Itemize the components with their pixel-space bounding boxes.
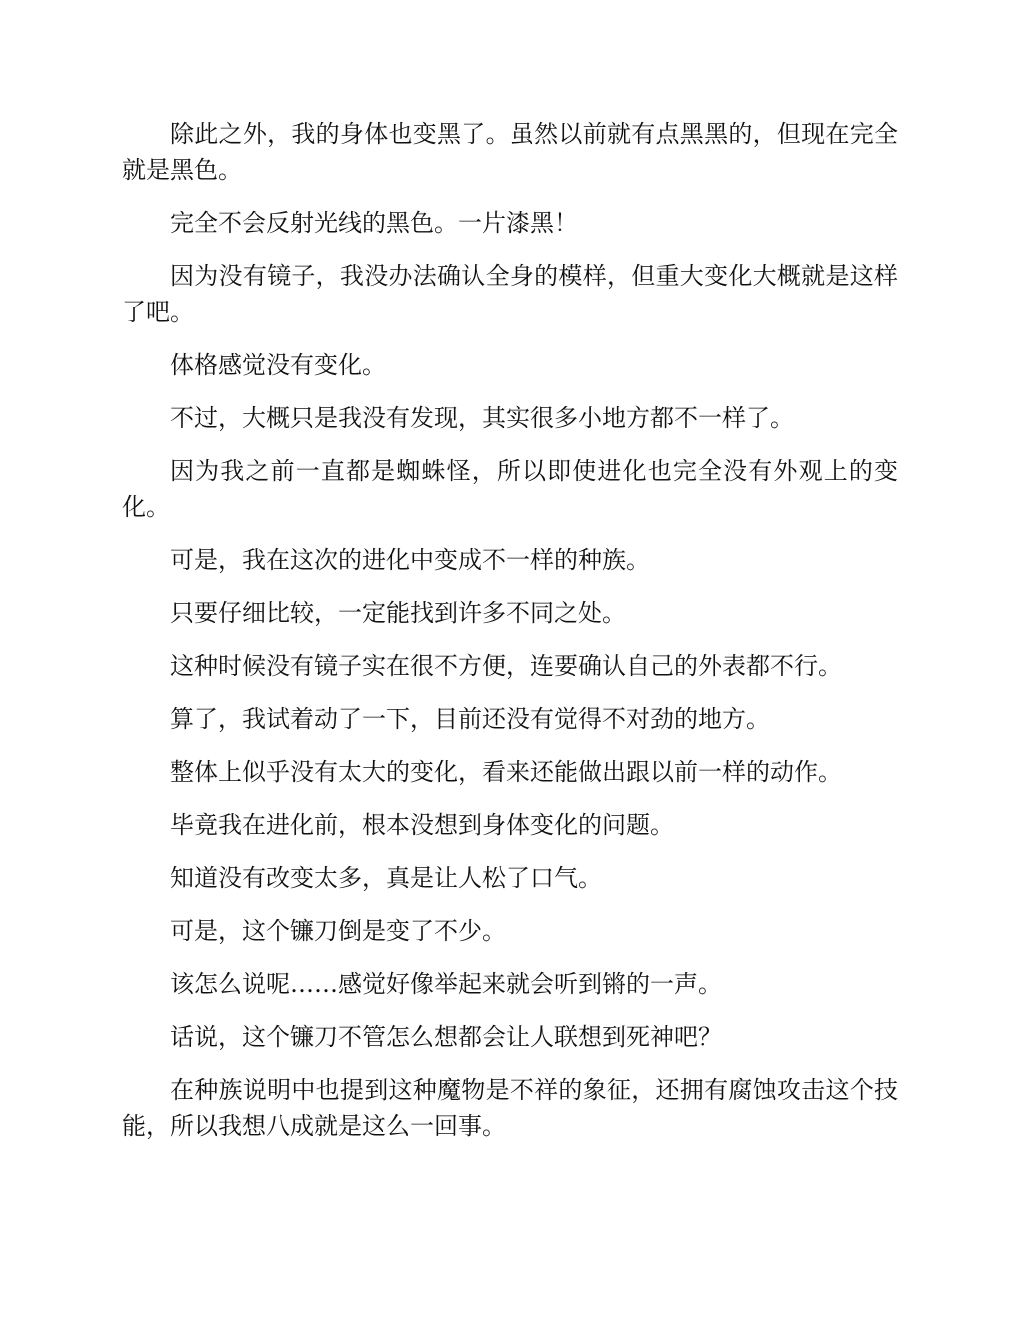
paragraph: 只要仔细比较，一定能找到许多不同之处。 [170, 599, 626, 627]
paragraph: 整体上似乎没有太大的变化，看来还能做出跟以前一样的动作。 [170, 758, 842, 786]
paragraph: 除此之外，我的身体也变黑了。虽然以前就有点黑黑的，但现在完全就是黑色。 [122, 120, 898, 184]
paragraph: 毕竟我在进化前，根本没想到身体变化的问题。 [170, 811, 674, 839]
paragraph: 可是，这个镰刀倒是变了不少。 [170, 917, 506, 945]
paragraph: 完全不会反射光线的黑色。一片漆黑！ [170, 209, 578, 237]
paragraph: 算了，我试着动了一下，目前还没有觉得不对劲的地方。 [170, 705, 770, 733]
paragraph: 不过，大概只是我没有发现，其实很多小地方都不一样了。 [170, 404, 794, 432]
paragraph: 知道没有改变太多，真是让人松了口气。 [170, 864, 602, 892]
paragraph: 话说，这个镰刀不管怎么想都会让人联想到死神吧？ [170, 1023, 722, 1051]
paragraph: 这种时候没有镜子实在很不方便，连要确认自己的外表都不行。 [170, 652, 842, 680]
paragraph: 该怎么说呢……感觉好像举起来就会听到锵的一声。 [170, 970, 722, 998]
paragraph: 因为没有镜子，我没办法确认全身的模样，但重大变化大概就是这样了吧。 [122, 262, 898, 326]
paragraph: 在种族说明中也提到这种魔物是不祥的象征，还拥有腐蚀攻击这个技能，所以我想八成就是这么一回事。 [122, 1076, 898, 1140]
document-text [122, 116, 898, 1161]
paragraph: 体格感觉没有变化。 [170, 351, 386, 379]
paragraph: 可是，我在这次的进化中变成不一样的种族。 [170, 546, 650, 574]
paragraph: 因为我之前一直都是蜘蛛怪，所以即使进化也完全没有外观上的变化。 [122, 457, 898, 521]
